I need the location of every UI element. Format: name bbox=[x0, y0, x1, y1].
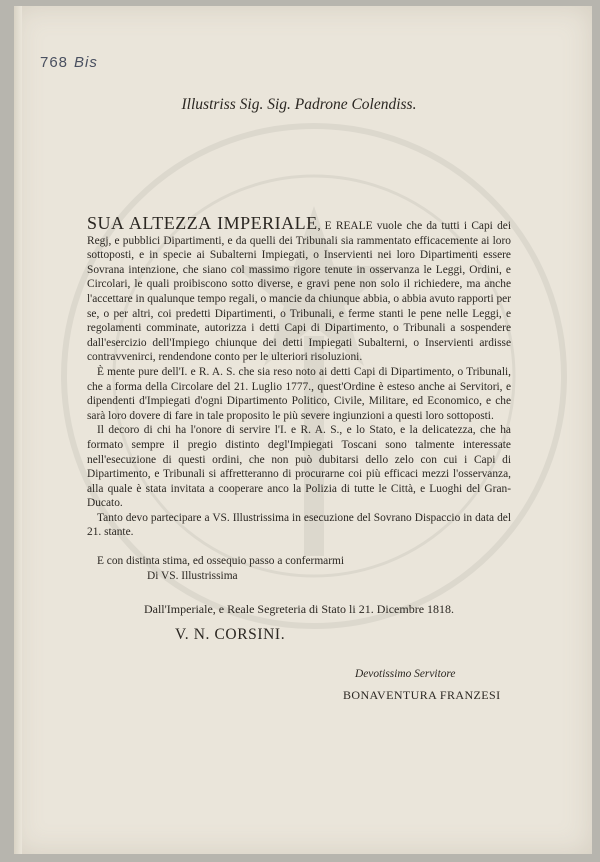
closing-block bbox=[87, 554, 511, 583]
shelfmark-suffix: Bis bbox=[74, 54, 98, 71]
dateline: Dall'Imperiale, e Reale Segreteria di Stato li 21. Dicembre 1818. bbox=[143, 602, 455, 616]
main-signatory: V. N. CORSINI. bbox=[175, 626, 286, 643]
paragraph-4: Tanto devo parteciparе a VS. Illustrissima in esecuzione del Sovrano Dispaccio in data del 21. stante. bbox=[87, 511, 511, 539]
closing-line-1: E con distinta stima, ed ossequio passo a confermarmi bbox=[97, 555, 345, 567]
paragraph-1 bbox=[87, 213, 511, 365]
paragraph-3: Il decoro di chi ha l'onore di servire l'I. e R. A. S., e lo Stato, e la delicatezza, che ha formato sempre il pregio distinto degl'Impiegati Toscani sono talmente interessate nell'esecuzione di questi ordini, che non può dubitarsi dello zelo con cui i Capi di Dipartimento, e Tribunali si affretteranno di procurarne coi più efficaci mezzi l'osservanza, alla quale è stata invitata a cooperare anco la Polizia di tutte le Città, e Luoghi del Gran-Ducato. bbox=[87, 424, 511, 510]
salutation: Illustriss Sig. Sig. Padrone Colendiss. bbox=[181, 96, 417, 113]
paragraph-1-lead: SUA ALTEZZA IMPERIALE bbox=[87, 213, 318, 233]
document-page bbox=[14, 6, 592, 854]
second-signatory: BONAVENTURA FRANZESI bbox=[343, 688, 501, 702]
paragraph-2: È mente pure dell'I. e R. A. S. che sia reso noto ai detti Capi di Dipartimento, o Tribunali, che a forma della Circolare del 21. Luglio 1777., quest'Ordine è esteso anche ai Servitori, e dipendenti d'Impiegati d'ogni Dipartimento Politico, Civile, Militare, ed Economico, e che sarà loro dovere di fare in tale proposito le più severe ingiunzioni a questi loro sottoposti. bbox=[87, 365, 511, 422]
closing-line-2: Di VS. Illustrissima bbox=[147, 569, 238, 582]
paragraph-1-rest: , E REALE vuole che da tutti i Capi dei Regj, e pubblici Dipartimenti, e da quelli dei Tribunali sia rammentato efficacemente ai loro sottoposti, e in specie ai Subalterni Impiegati, o Inservienti nei loro Dipartimenti essere Sovrana intenzione, che siano col massimo rigore tenute in osservanza le Leggi, Ordini, e Circolari, le quali proibiscono sotto diverse, e gravi pene non solo il richiedere, ma anche l'accettare in qualunque tempo regali, o mancie da chiunque abbia, o abbia avuto rapporti per se, o per altri, coi predetti Dipartimenti, o Tribunali, e ferme stanti le pene nelle Leggi, e regolamenti comminate, autorizza i detti Capi di Dipartimento, o Tribunali a sospendere dall'esercizio dell'Impiego chiunque dei detti Impiegati Subalterni, o Inservienti ardisse contravvenirci, rendendone conto per le ulteriori risoluzioni. bbox=[87, 220, 511, 364]
signatory-role: Devotissimo Servitore bbox=[355, 668, 456, 680]
letter-body bbox=[87, 213, 511, 540]
shelfmark-number: 768 bbox=[40, 54, 69, 71]
shelfmark-annotation bbox=[40, 54, 98, 71]
